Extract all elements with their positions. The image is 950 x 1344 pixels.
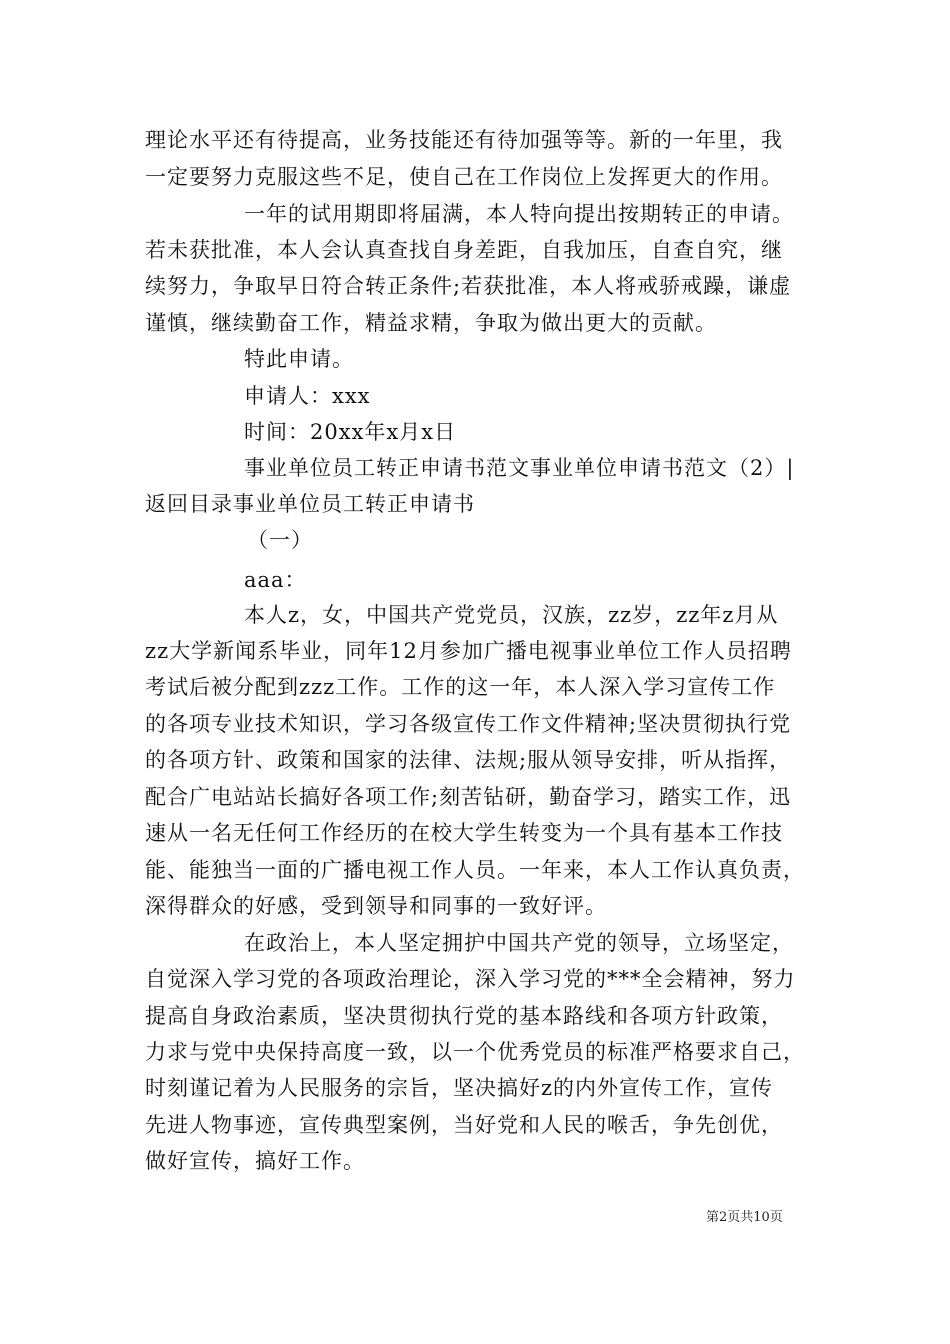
body-line: 速从一名无任何工作经历的在校大学生转变为一个具有基本工作技 [145,821,783,845]
paragraph-start-line: 在政治上，本人坚定拥护中国共产党的领导，立场坚定， [244,931,794,955]
body-line: 力求与党中央保持高度一致，以一个优秀党员的标准严格要求自己， [145,1040,805,1064]
salutation-line: aaa： [244,568,307,592]
body-line: 先进人物事迹，宣传典型案例，当好党和人民的喉舌，争先创优， [145,1113,783,1137]
body-line: 理论水平还有待提高，业务技能还有待加强等等。新的一年里，我 [145,128,783,152]
page-number-footer: 第2页共10页 [706,1210,783,1225]
section-number: （一） [247,528,313,552]
paragraph-start-line: 一年的试用期即将届满，本人特向提出按期转正的申请。 [244,202,794,226]
body-line: 自觉深入学习党的各项政治理论，深入学习党的***全会精神，努力 [145,967,796,991]
section-title-line: 事业单位员工转正申请书范文事业单位申请书范文（2）| [244,456,795,480]
body-line: 谨慎，继续勤奋工作，精益求精，争取为做出更大的贡献。 [145,311,717,335]
body-line: 深得群众的好感，受到领导和同事的一致好评。 [145,894,607,918]
body-line: 做好宣传，搞好工作。 [145,1149,365,1173]
paragraph-start-line: 本人z，女，中国共产党党员，汉族，zz岁，zz年z月从 [244,603,779,627]
body-line: 配合广电站站长搞好各项工作;刻苦钻研，勤奋学习，踏实工作，迅 [145,785,792,809]
body-line: 时刻谨记着为人民服务的宗旨，坚决搞好z的内外宣传工作，宣传 [145,1076,774,1100]
closing-line: 特此申请。 [244,347,354,371]
body-line: 一定要努力克服这些不足，使自己在工作岗位上发挥更大的作用。 [145,165,783,189]
applicant-line: 申请人：xxx [244,384,371,408]
body-line: 的各项方针、政策和国家的法律、法规;服从领导安排，听从指挥， [145,748,792,772]
body-line: 提高自身政治素质，坚决贯彻执行党的基本路线和各项方针政策， [145,1004,783,1028]
body-line: 若未获批准，本人会认真查找自身差距，自我加压，自查自究，继 [145,238,783,262]
body-line: 续努力，争取早日符合转正条件;若获批准，本人将戒骄戒躁，谦虚 [145,274,792,298]
section-title-line: 返回目录事业单位员工转正申请书 [145,492,475,516]
date-line: 时间：20xx年x月x日 [244,420,457,444]
body-line: zz大学新闻系毕业，同年12月参加广播电视事业单位工作人员招聘 [145,639,792,663]
body-line: 的各项专业技术知识，学习各级宣传工作文件精神;坚决贯彻执行党 [145,712,792,736]
body-line: 能、能独当一面的广播电视工作人员。一年来，本人工作认真负责， [145,858,805,882]
body-line: 考试后被分配到zzz工作。工作的这一年，本人深入学习宣传工作 [145,675,776,699]
